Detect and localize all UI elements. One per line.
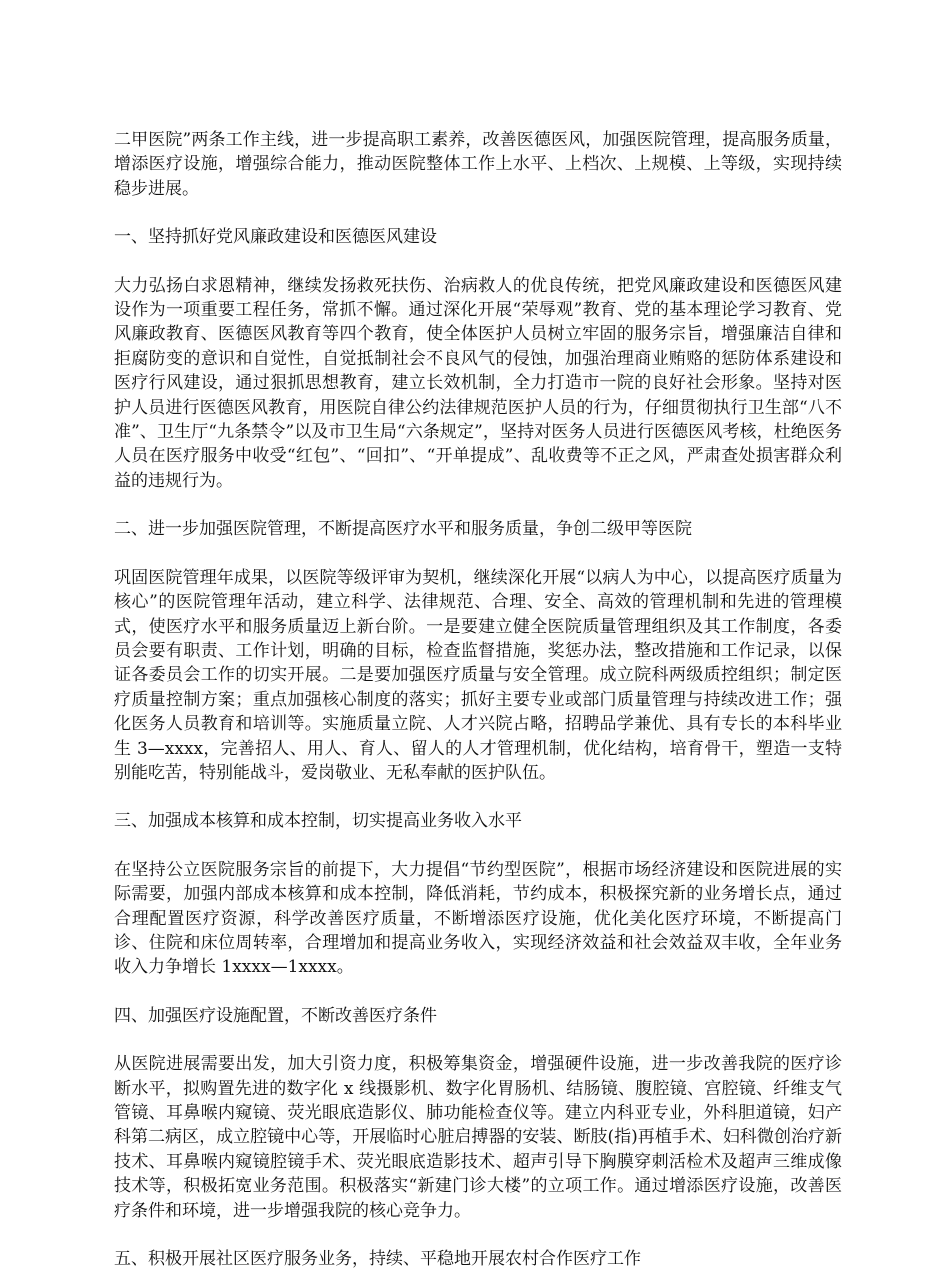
section-heading-3: 三、加强成本核算和成本控制，切实提高业务收入水平 — [114, 811, 522, 832]
section-heading-4: 四、加强医疗设施配置，不断改善医疗条件 — [114, 1005, 437, 1026]
document-page — [114, 128, 842, 1271]
paragraph-section-1: 大力弘扬白求恩精神，继续发扬救死扶伤、治病救人的优良传统，把党风廉政建设和医德医风建设作为一项重要工程任务，常抓不懈。通过深化开展“荣辱观”教育、党的基本理论学习教育、党风廉政教育、医德医风教育等四个教育，使全体医护人员树立牢固的服务宗旨，增强廉洁自律和拒腐防变的意识和自觉性，自觉抵制社会不良风气的侵蚀，加强治理商业贿赂的惩防体系建设和医疗行风建设，通过狠抓思想教育，建立长效机制，全力打造市一院的良好社会形象。坚持对医护人员进行医德医风教育，用医院自律公约法律规范医护人员的行为，仔细贯彻执行卫生部“八不准”、卫生厅“九条禁令”以及市卫生局“六条规定”，坚持对医务人员进行医德医风考核，杜绝医务人员在医疗服务中收受“红包”、“回扣”、“开单提成”、乱收费等不正之风，严肃查处损害群众利益的违规行为。 — [114, 275, 842, 491]
paragraph-section-2: 巩固医院管理年成果，以医院等级评审为契机，继续深化开展“以病人为中心，以提高医疗质量为核心”的医院管理年活动，建立科学、法律规范、合理、安全、高效的管理机制和先进的管理模式，使医疗水平和服务质量迈上新台阶。一是要建立健全医院质量管理组织及其工作制度，各委员会要有职责、工作计划，明确的目标，检查监督措施，奖惩办法，整改措施和工作记录，以保证各委员会工作的切实开展。二是要加强医疗质量与安全管理。成立院科两级质控组织；制定医疗质量控制方案；重点加强核心制度的落实；抓好主要专业或部门质量管理与持续改进工作；强化医务人员教育和培训等。实施质量立院、人才兴院占略，招聘品学兼优、具有专长的本科毕业生 3—xxxx，完善招人、用人、育人、留人的人才管理机制，优化结构，培育骨干，塑造一支特别能吃苦，特别能战斗，爱岗敬业、无私奉献的医护队伍。 — [114, 567, 842, 783]
section-heading-1: 一、坚持抓好党风廉政建设和医德医风建设 — [114, 227, 437, 248]
paragraph-section-4: 从医院进展需要出发，加大引资力度，积极筹集资金，增强硬件设施，进一步改善我院的医疗诊断水平，拟购置先进的数字化 x 线摄影机、数字化胃肠机、结肠镜、腹腔镜、宫腔镜、纤维支气管镜、耳鼻喉内窥镜、荧光眼底造影仪、肺功能检查仪等。建立内科亚专业，外科胆道镜，妇产科第二病区，成立腔镜中心等，开展临时心脏启搏器的安装、断肢(指)再植手术、妇科微创治疗新技术、耳鼻喉内窥镜腔镜手术、荧光眼底造影技术、超声引导下胸膜穿刺活检术及超声三维成像技术等，积极拓宽业务范围。积极落实“新建门诊大楼”的立项工作。通过增添医疗设施，改善医疗条件和环境，进一步增强我院的核心竞争力。 — [114, 1054, 842, 1221]
section-heading-2: 二、进一步加强医院管理，不断提高医疗水平和服务质量，争创二级甲等医院 — [114, 519, 692, 540]
section-heading-5: 五、积极开展社区医疗服务业务，持续、平稳地开展农村合作医疗工作 — [114, 1249, 641, 1270]
paragraph-section-3: 在坚持公立医院服务宗旨的前提下，大力提倡“节约型医院”，根据市场经济建设和医院进展的实际需要，加强内部成本核算和成本控制，降低消耗，节约成本，积极探究新的业务增长点，通过合理配置医疗资源，科学改善医疗质量，不断增添医疗设施，优化美化医疗环境，不断提高门诊、住院和床位周转率，合理增加和提高业务收入，实现经济效益和社会效益双丰收，全年业务收入力争增长 1xxxx—1xxxx。 — [114, 859, 842, 978]
paragraph-intro: 二甲医院”两条工作主线，进一步提高职工素养，改善医德医风，加强医院管理，提高服务质量，增添医疗设施，增强综合能力，推动医院整体工作上水平、上档次、上规模、上等级，实现持续稳步进展。 — [114, 130, 842, 199]
